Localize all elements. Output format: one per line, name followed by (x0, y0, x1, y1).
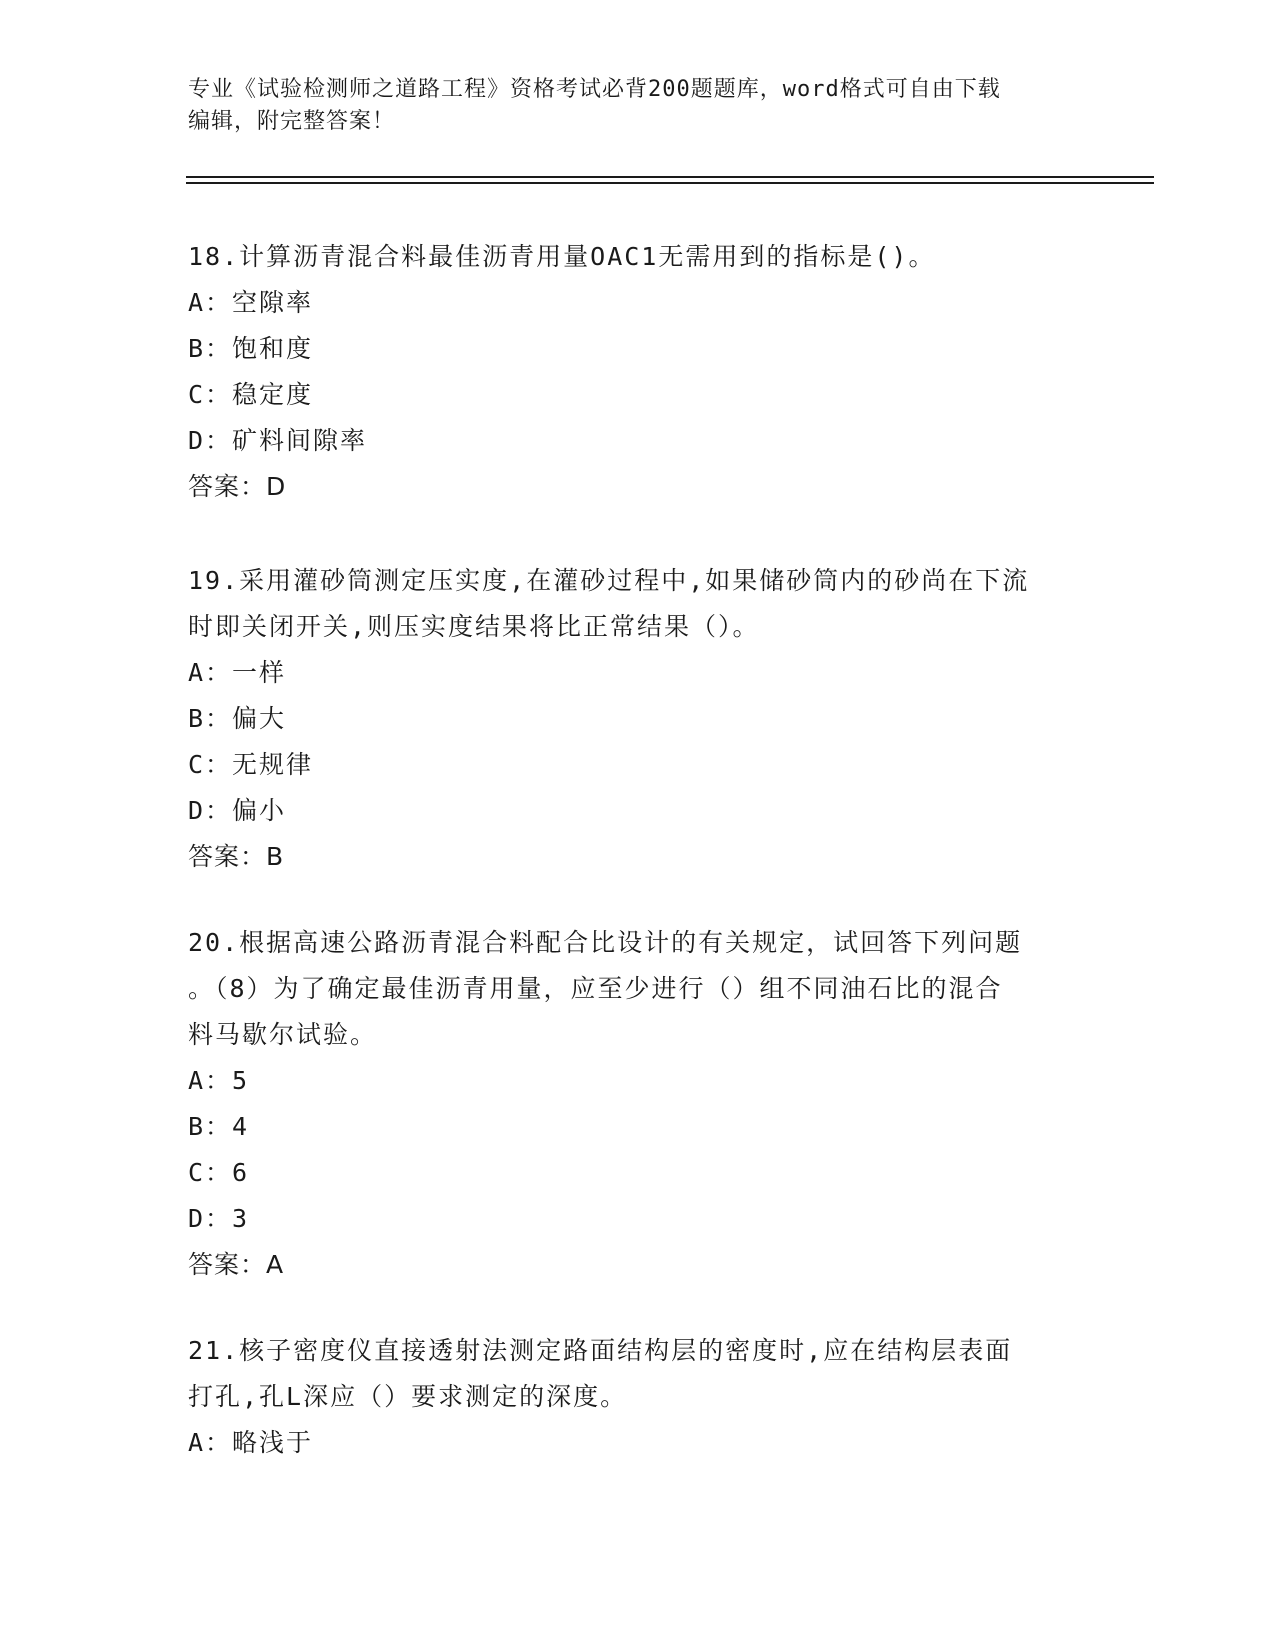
question-stem: 19.采用灌砂筒测定压实度,在灌砂过程中,如果储砂筒内的砂尚在下流 (188, 566, 1030, 595)
header-divider-bottom (186, 182, 1154, 184)
header-line-1: 专业《试验检测师之道路工程》资格考试必背200题题库，word格式可自由下载 (188, 77, 1001, 102)
question-stem: 21.核子密度仪直接透射法测定路面结构层的密度时,应在结构层表面 (188, 1336, 1013, 1365)
header-line-2: 编辑，附完整答案！ (188, 109, 396, 134)
question-stem: 18.计算沥青混合料最佳沥青用量OAC1无需用到的指标是()。 (188, 242, 936, 271)
option-a: A：一样 (188, 658, 287, 687)
option-a: A：5 (188, 1066, 250, 1095)
option-d: D：3 (188, 1204, 250, 1233)
question-20 (188, 920, 1088, 1288)
question-19 (188, 558, 1088, 880)
option-d: D：矿料间隙率 (188, 426, 368, 455)
option-a: A：略浅于 (188, 1428, 314, 1457)
question-21 (188, 1328, 1088, 1466)
option-b: B：偏大 (188, 704, 287, 733)
option-a: A：空隙率 (188, 288, 314, 317)
option-c: C：稳定度 (188, 380, 314, 409)
question-18 (188, 234, 1088, 510)
header-divider-top (186, 176, 1154, 178)
option-b: B：饱和度 (188, 334, 314, 363)
option-d: D：偏小 (188, 796, 287, 825)
question-stem: 。（8）为了确定最佳沥青用量，应至少进行（）组不同油石比的混合 (188, 974, 1003, 1003)
answer-line: 答案：A (188, 1250, 285, 1279)
answer-line: 答案：B (188, 842, 285, 871)
option-c: C：无规律 (188, 750, 314, 779)
question-stem: 20.根据高速公路沥青混合料配合比设计的有关规定，试回答下列问题 (188, 928, 1023, 957)
document-header (188, 74, 1088, 138)
answer-line: 答案：D (188, 472, 287, 501)
option-c: C：6 (188, 1158, 250, 1187)
question-stem: 料马歇尔试验。 (188, 1020, 378, 1049)
question-stem: 时即关闭开关,则压实度结果将比正常结果（）。 (188, 612, 760, 641)
option-b: B：4 (188, 1112, 250, 1141)
question-stem: 打孔,孔L深应（）要求测定的深度。 (188, 1382, 628, 1411)
